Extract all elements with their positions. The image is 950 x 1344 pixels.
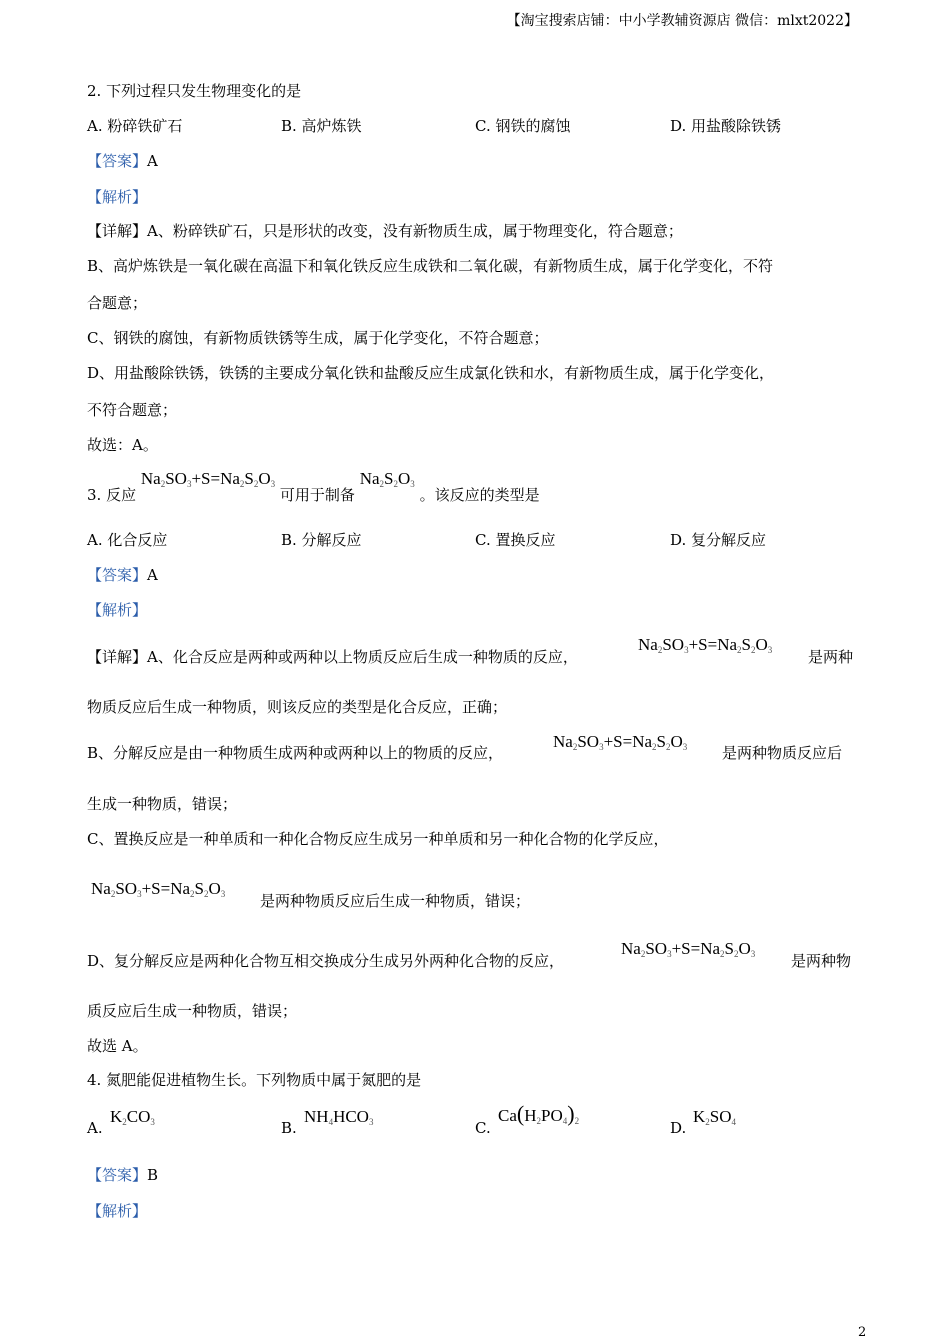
q3-detail-b1: B、分解反应是由一种物质生成两种或两种以上的物质的反应， xyxy=(87,744,504,762)
q3-detail-a1 xyxy=(87,650,578,665)
reaction-formula: $Na_2SO_3+S=Na_2S_2O_3$ xyxy=(638,635,773,655)
reaction-formula: $Na_2SO_3+S=Na_2S_2O_3$ xyxy=(621,939,756,959)
detail-label: 【详解】 xyxy=(87,648,148,666)
q3-detail-a3: 物质反应后生成一种物质，则该反应的类型是化合反应，正确； xyxy=(87,698,508,716)
q4-option-c-label: C. xyxy=(475,1119,491,1137)
ca-h2po4-2-formula: $Ca(H_2PO_4)_2$ xyxy=(498,1101,580,1126)
q3-detail-b3: 生成一种物质，错误； xyxy=(87,795,238,813)
answer-label: 【答案】 xyxy=(87,1166,148,1184)
answer-label: 【答案】 xyxy=(87,152,148,170)
q3-detail-d2: 是两种物 xyxy=(791,952,852,970)
q3-option-b: B. 分解反应 xyxy=(281,531,362,549)
product-formula: $Na_2S_2O_3$ xyxy=(359,469,415,489)
q3-detail-c1: C、置换反应是一种单质和一种化合物反应生成另一种单质和另一种化合物的化学反应， xyxy=(87,830,669,848)
q4-answer-value: B xyxy=(147,1166,159,1184)
q3-option-a: A. 化合反应 xyxy=(87,531,168,549)
q4-stem: 4. 氮肥能促进植物生长。下列物质中属于氮肥的是 xyxy=(87,1071,422,1089)
q2-detail-a xyxy=(87,224,683,239)
q4-option-a-label: A. xyxy=(87,1119,103,1137)
q3-answer xyxy=(87,568,158,583)
q3-detail-b2: 是两种物质反应后 xyxy=(722,744,843,762)
q3-detail-d3: 质反应后生成一种物质，错误； xyxy=(87,1002,298,1020)
q3-detail-d1: D、复分解反应是两种化合物互相交换成分生成另外两种化合物的反应， xyxy=(87,952,565,970)
q4-analysis-label: 【解析】 xyxy=(87,1202,148,1220)
q2-conclusion: 故选：A。 xyxy=(87,436,158,454)
detail-label: 【详解】 xyxy=(87,222,148,240)
q2-option-c: C. 钢铁的腐蚀 xyxy=(475,117,571,135)
k2so4-formula: $K_2SO_4$ xyxy=(693,1107,737,1127)
k2co3-formula: $K_2CO_3$ xyxy=(110,1107,155,1127)
reaction-formula: $Na_2SO_3+S=Na_2S_2O_3$ xyxy=(140,469,276,489)
q2-option-b: B. 高炉炼铁 xyxy=(281,117,362,135)
q3-stem xyxy=(87,469,540,504)
q2-option-d: D. 用盐酸除铁锈 xyxy=(670,117,782,135)
q3-detail-c2: 是两种物质反应后生成一种物质，错误； xyxy=(260,892,531,910)
reaction-formula: $Na_2SO_3+S=Na_2S_2O_3$ xyxy=(91,879,226,899)
q2-option-a: A. 粉碎铁矿石 xyxy=(87,117,183,135)
reaction-formula: $Na_2SO_3+S=Na_2S_2O_3$ xyxy=(553,732,688,752)
q3-option-d: D. 复分解反应 xyxy=(670,531,767,549)
q3-option-c: C. 置换反应 xyxy=(475,531,556,549)
q3-detail-a2: 是两种 xyxy=(808,648,854,666)
page-number: 2 xyxy=(858,1325,867,1340)
q4-option-b-label: B. xyxy=(281,1119,297,1137)
q2-answer-value: A xyxy=(147,152,158,170)
q3-stem-c: 。该反应的类型是 xyxy=(419,486,540,504)
q2-detail-d2: 不符合题意； xyxy=(87,401,178,419)
q3-stem-b: 可用于制备 xyxy=(279,486,355,504)
q2-detail-c: C、钢铁的腐蚀，有新物质铁锈等生成，属于化学变化，不符合题意； xyxy=(87,329,549,347)
answer-label: 【答案】 xyxy=(87,566,148,584)
q2-analysis-label: 【解析】 xyxy=(87,188,148,206)
q3-detail-a1-text: A、化合反应是两种或两种以上物质反应后生成一种物质的反应， xyxy=(147,648,578,666)
nh4hco3-formula: $NH_4HCO_3$ xyxy=(304,1107,374,1127)
q2-detail-b1: B、高炉炼铁是一氧化碳在高温下和氧化铁反应生成铁和二氧化碳，有新物质生成，属于化学变化，不符 xyxy=(87,257,774,275)
q3-conclusion: 故选 A。 xyxy=(87,1037,148,1055)
q3-answer-value: A xyxy=(147,566,158,584)
q4-answer xyxy=(87,1168,158,1183)
q2-detail-d1: D、用盐酸除铁锈，铁锈的主要成分氧化铁和盐酸反应生成氯化铁和水，有新物质生成，属于化学变化， xyxy=(87,364,775,382)
q3-stem-a: 3. 反应 xyxy=(87,486,137,504)
q3-analysis-label: 【解析】 xyxy=(87,601,148,619)
q2-detail-a-text: A、粉碎铁矿石，只是形状的改变，没有新物质生成，属于物理变化，符合题意； xyxy=(147,222,683,240)
page-header: 【淘宝搜索店铺：中小学教辅资源店 微信：mlxt2022】 xyxy=(506,13,858,29)
q4-option-d-label: D. xyxy=(670,1119,687,1137)
q2-detail-b2: 合题意； xyxy=(87,294,148,312)
q2-stem: 2. 下列过程只发生物理变化的是 xyxy=(87,82,302,100)
q2-answer xyxy=(87,154,158,169)
